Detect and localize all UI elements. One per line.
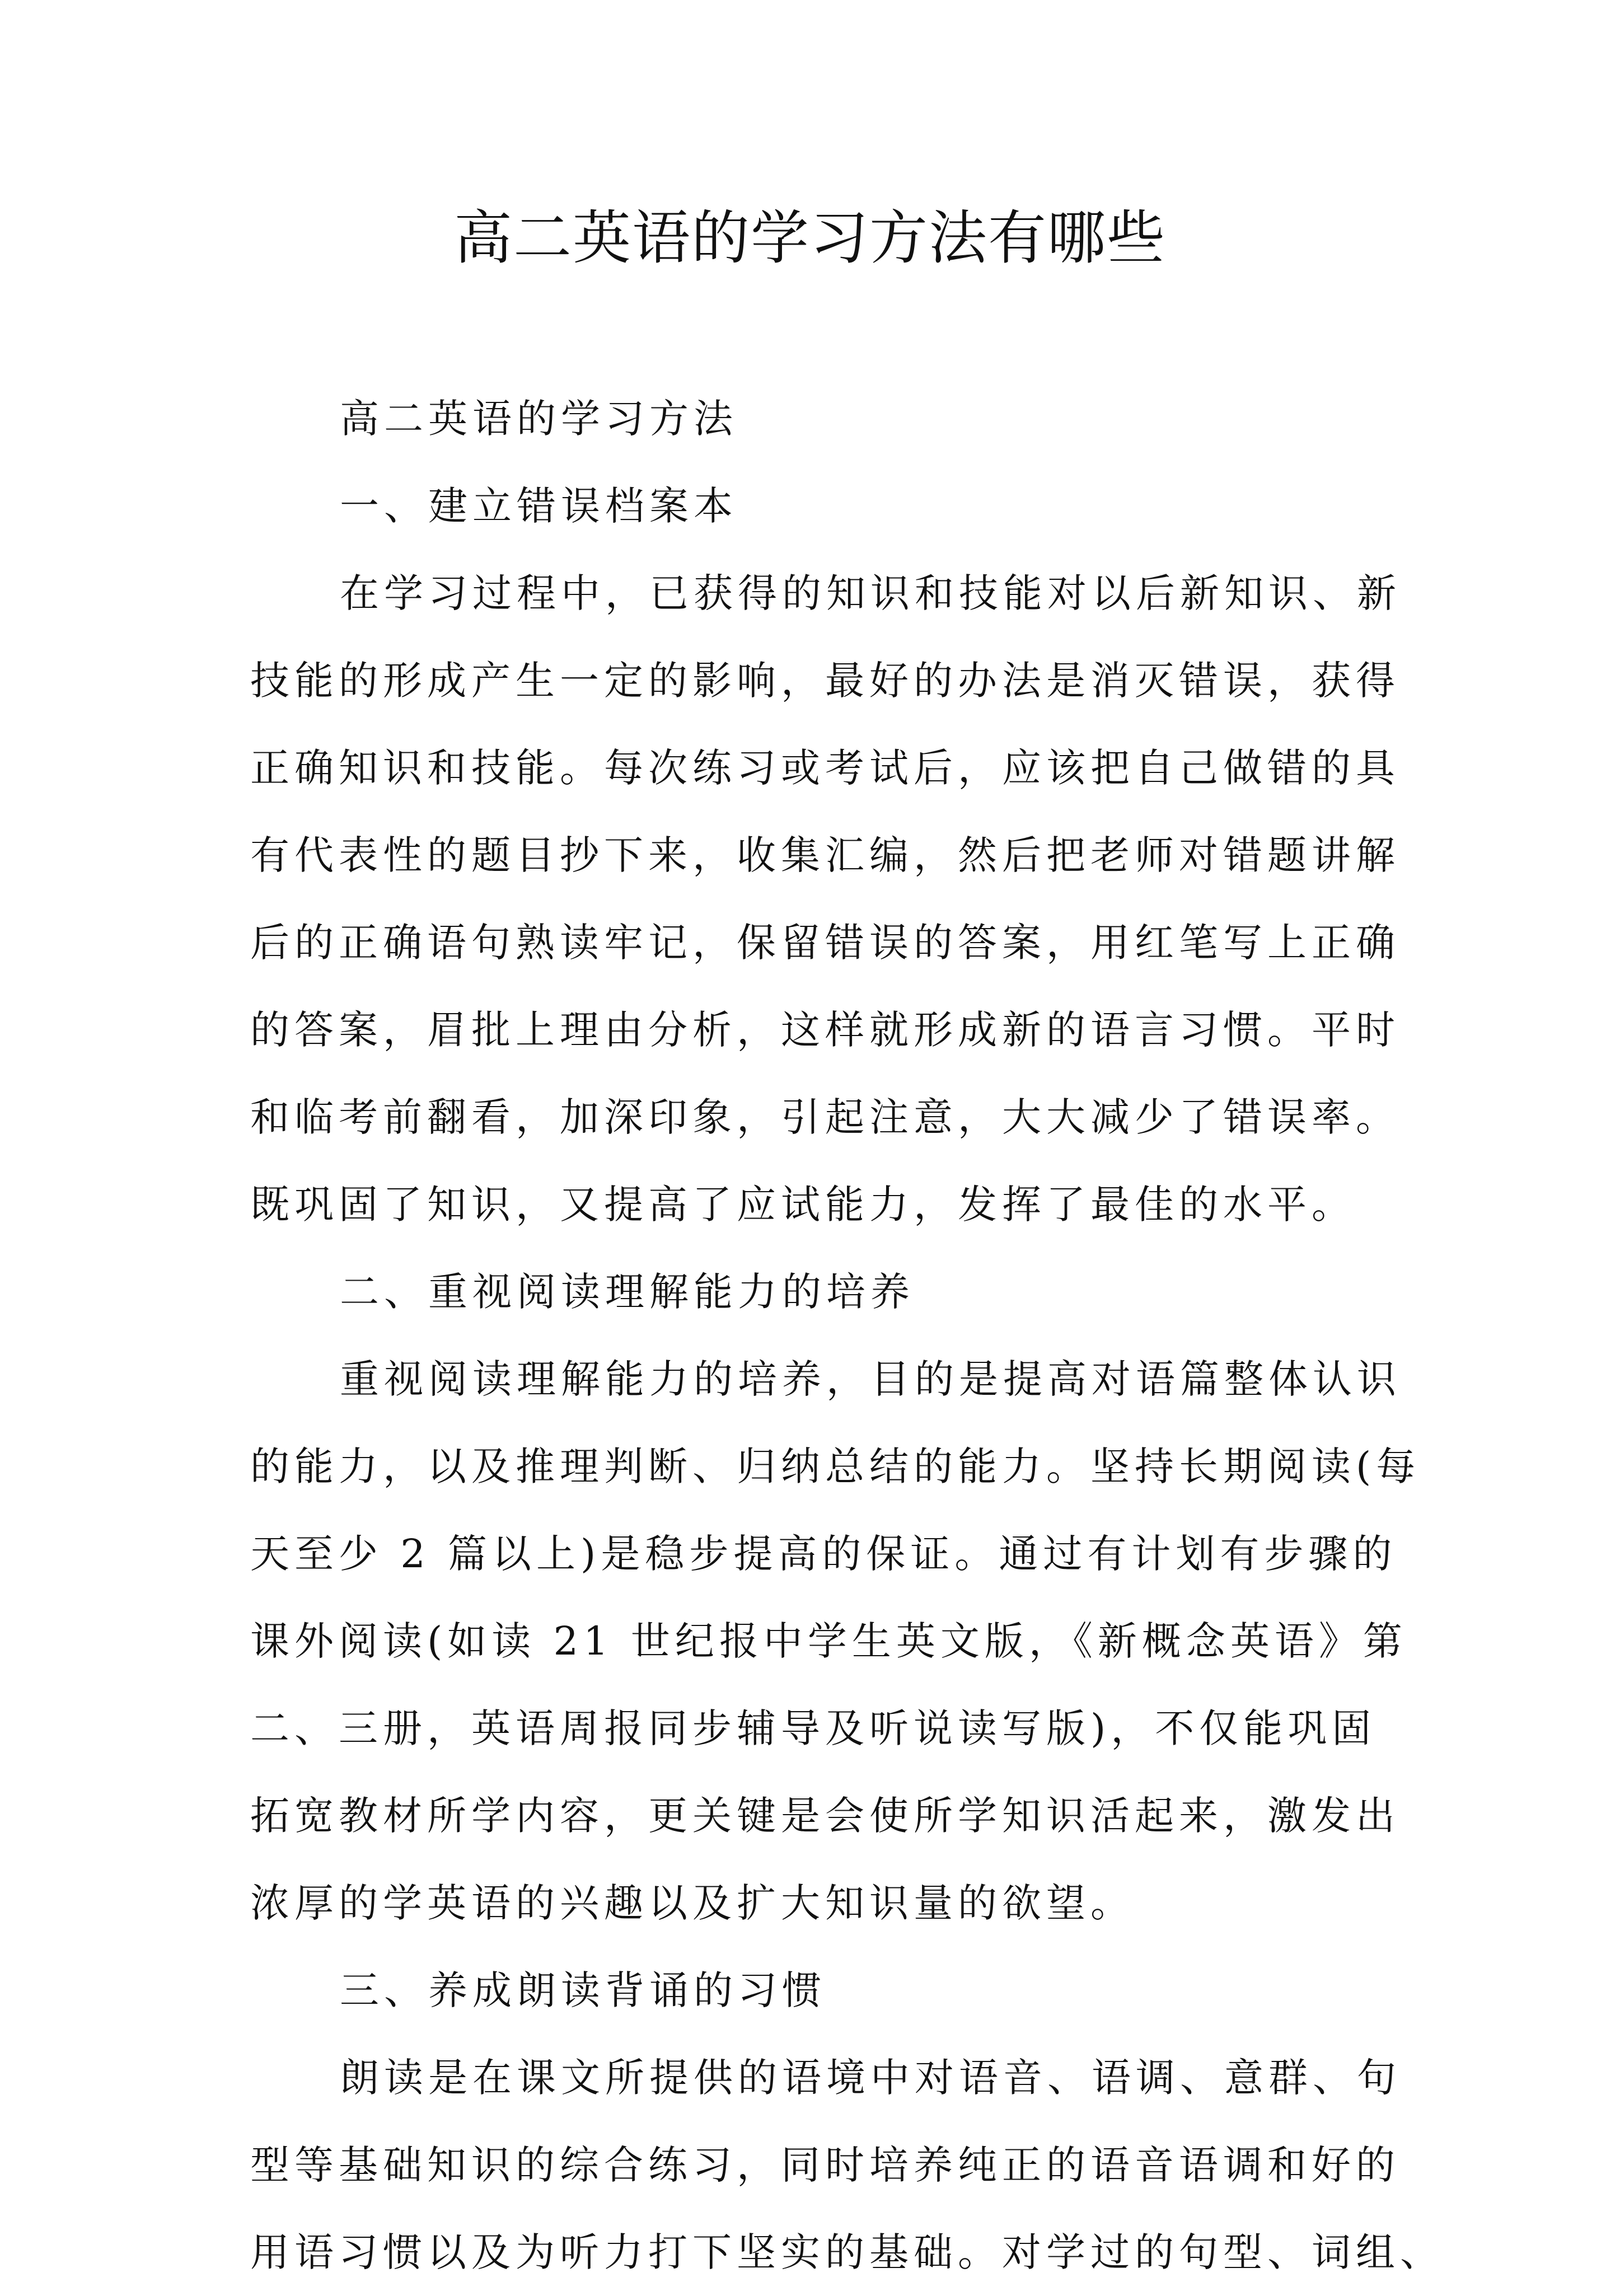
section-intro-heading: 高二英语的学习方法 bbox=[340, 396, 738, 442]
paragraph-line: 的能力，以及推理判断、归纳总结的能力。坚持长期阅读(每 bbox=[250, 1444, 1421, 1489]
section-2-heading: 二、重视阅读理解能力的培养 bbox=[340, 1269, 915, 1315]
paragraph-line: 重视阅读理解能力的培养，目的是提高对语篇整体认识 bbox=[340, 1356, 1401, 1402]
document-body bbox=[250, 375, 1444, 2296]
paragraph-line: 技能的形成产生一定的影响，最好的办法是消灭错误，获得 bbox=[250, 658, 1400, 704]
paragraph-line: 二、三册，英语周报同步辅导及听说读写版)，不仅能巩固 bbox=[250, 1705, 1376, 1751]
paragraph-line: 朗读是在课文所提供的语境中对语音、语调、意群、句 bbox=[340, 2055, 1401, 2101]
section-1-paragraph bbox=[250, 550, 1401, 1248]
section-1-heading: 一、建立错误档案本 bbox=[340, 483, 738, 529]
paragraph-line: 天至少 2 篇以上)是稳步提高的保证。通过有计划有步骤的 bbox=[250, 1531, 1397, 1577]
paragraph-line: 后的正确语句熟读牢记，保留错误的答案，用红笔写上正确 bbox=[250, 920, 1400, 966]
paragraph-line: 在学习过程中，已获得的知识和技能对以后新知识、新 bbox=[340, 570, 1401, 616]
paragraph-line: 拓宽教材所学内容，更关键是会使所学知识活起来，激发出 bbox=[250, 1793, 1400, 1839]
paragraph-line: 型等基础知识的综合练习，同时培养纯正的语音语调和好的 bbox=[250, 2142, 1400, 2188]
paragraph-line: 课外阅读(如读 21 世纪报中学生英文版，《新概念英语》第 bbox=[250, 1618, 1407, 1664]
paragraph-line: 的答案，眉批上理由分析，这样就形成新的语言习惯。平时 bbox=[250, 1007, 1400, 1053]
paragraph-line: 正确知识和技能。每次练习或考试后，应该把自己做错的具 bbox=[250, 745, 1400, 791]
section-3-paragraph bbox=[250, 2034, 1444, 2296]
paragraph-line: 和临考前翻看，加深印象，引起注意，大大减少了错误率。 bbox=[250, 1094, 1400, 1140]
section-3-heading: 三、养成朗读背诵的习惯 bbox=[340, 1967, 826, 2013]
section-2-paragraph bbox=[250, 1336, 1421, 1947]
page-title: 高二英语的学习方法有哪些 bbox=[453, 204, 1166, 272]
paragraph-line: 用语习惯以及为听力打下坚实的基础。对学过的句型、词组、 bbox=[250, 2229, 1444, 2275]
paragraph-line: 既巩固了知识，又提高了应试能力，发挥了最佳的水平。 bbox=[250, 1182, 1356, 1227]
paragraph-line: 有代表性的题目抄下来，收集汇编，然后把老师对错题讲解 bbox=[250, 832, 1400, 878]
paragraph-line: 浓厚的学英语的兴趣以及扩大知识量的欲望。 bbox=[250, 1880, 1135, 1926]
